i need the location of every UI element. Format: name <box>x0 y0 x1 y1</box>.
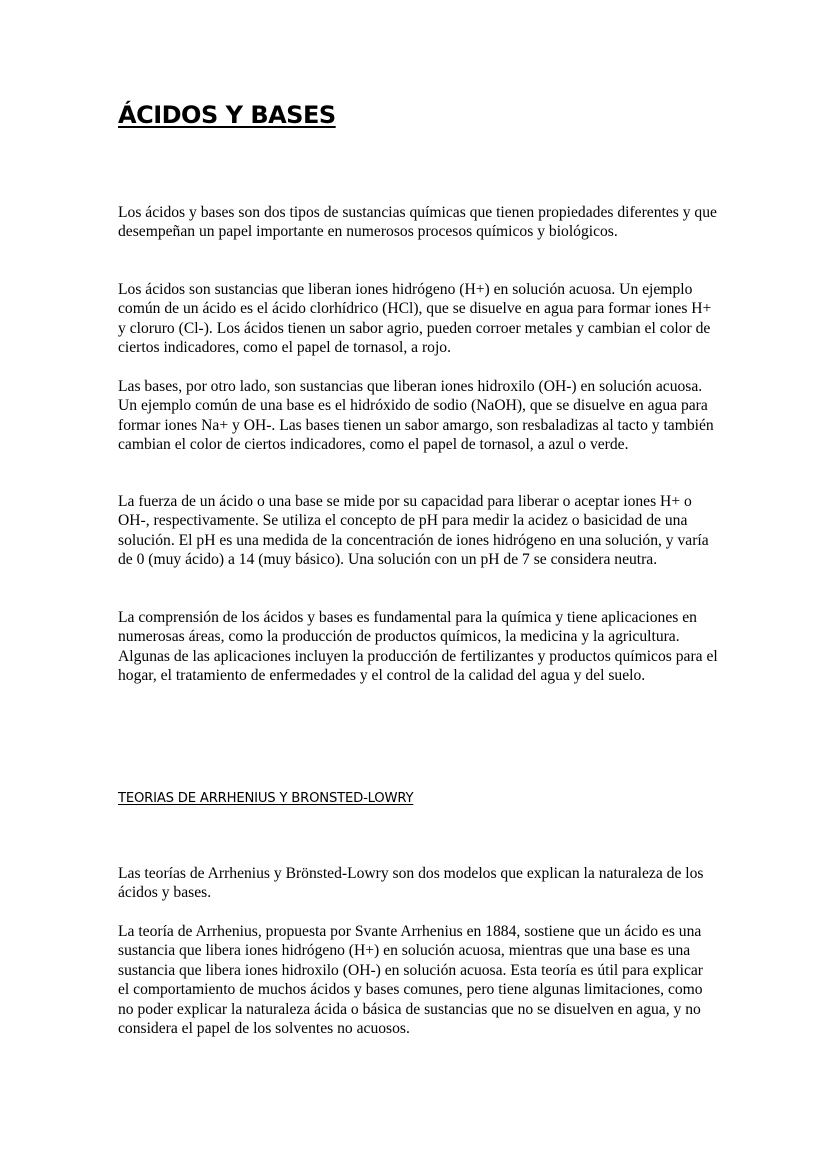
acids-paragraph: Los ácidos son sustancias que liberan iones hidrógeno (H+) en solución acuosa. Un ejemplo común de un ácido es el ácido clorhídrico (HCl), que se disuelve en agua para formar iones H+ y cloruro (Cl-). Los ácidos tienen un sabor agrio, pueden corroer metales y cambian el color de ciertos indicadores, como el papel de tornasol, a rojo. <box>118 281 712 357</box>
ph-paragraph: La fuerza de un ácido o una base se mide por su capacidad para liberar o aceptar iones H+ o OH-, respectivamente. Se utiliza el concepto de pH para medir la acidez o basicidad de una solución. El pH es una medida de la concentración de iones hidrógeno en una solución, y varía de 0 (muy ácido) a 14 (muy básico). Una solución con un pH de 7 se considera neutra. <box>118 493 709 569</box>
intro-paragraph: Los ácidos y bases son dos tipos de sustancias químicas que tienen propiedades diferentes y que desempeñan un papel importante en numerosos procesos químicos y biológicos. <box>118 204 717 241</box>
applications-paragraph: La comprensión de los ácidos y bases es fundamental para la química y tiene aplicaciones en numerosas áreas, como la producción de productos químicos, la medicina y la agricultura. Algunas de las aplicaciones incluyen la producción de fertilizantes y productos químicos para el hogar, el tratamiento de enfermedades y el control de la calidad del agua y del suelo. <box>118 609 718 685</box>
bases-paragraph: Las bases, por otro lado, son sustancias que liberan iones hidroxilo (OH-) en solución acuosa. Un ejemplo común de una base es el hidróxido de sodio (NaOH), que se disuelve en agua para formar iones Na+ y OH-. Las bases tienen un sabor amargo, son resbaladizas al tacto y también cambian el color de ciertos indicadores, como el papel de tornasol, a azul o verde. <box>118 378 714 454</box>
section-title: TEORIAS DE ARRHENIUS Y BRONSTED-LOWRY <box>118 791 414 806</box>
arrhenius-paragraph: La teoría de Arrhenius, propuesta por Svante Arrhenius en 1884, sostiene que un ácido es una sustancia que libera iones hidrógeno (H+) en solución acuosa, mientras que una base es una sustancia que libera iones hidroxilo (OH-) en solución acuosa. Esta teoría es útil para explicar el comportamiento de muchos ácidos y bases comunes, pero tiene algunas limitaciones, como no poder explicar la naturaleza ácida o básica de sustancias que no se disuelven en agua, y no considera el papel de los solventes no acuosos. <box>118 923 704 1038</box>
theories-intro-paragraph: Las teorías de Arrhenius y Brönsted-Lowry son dos modelos que explican la naturaleza de los ácidos y bases. <box>118 865 704 902</box>
page-title: ÁCIDOS Y BASES <box>118 101 336 129</box>
